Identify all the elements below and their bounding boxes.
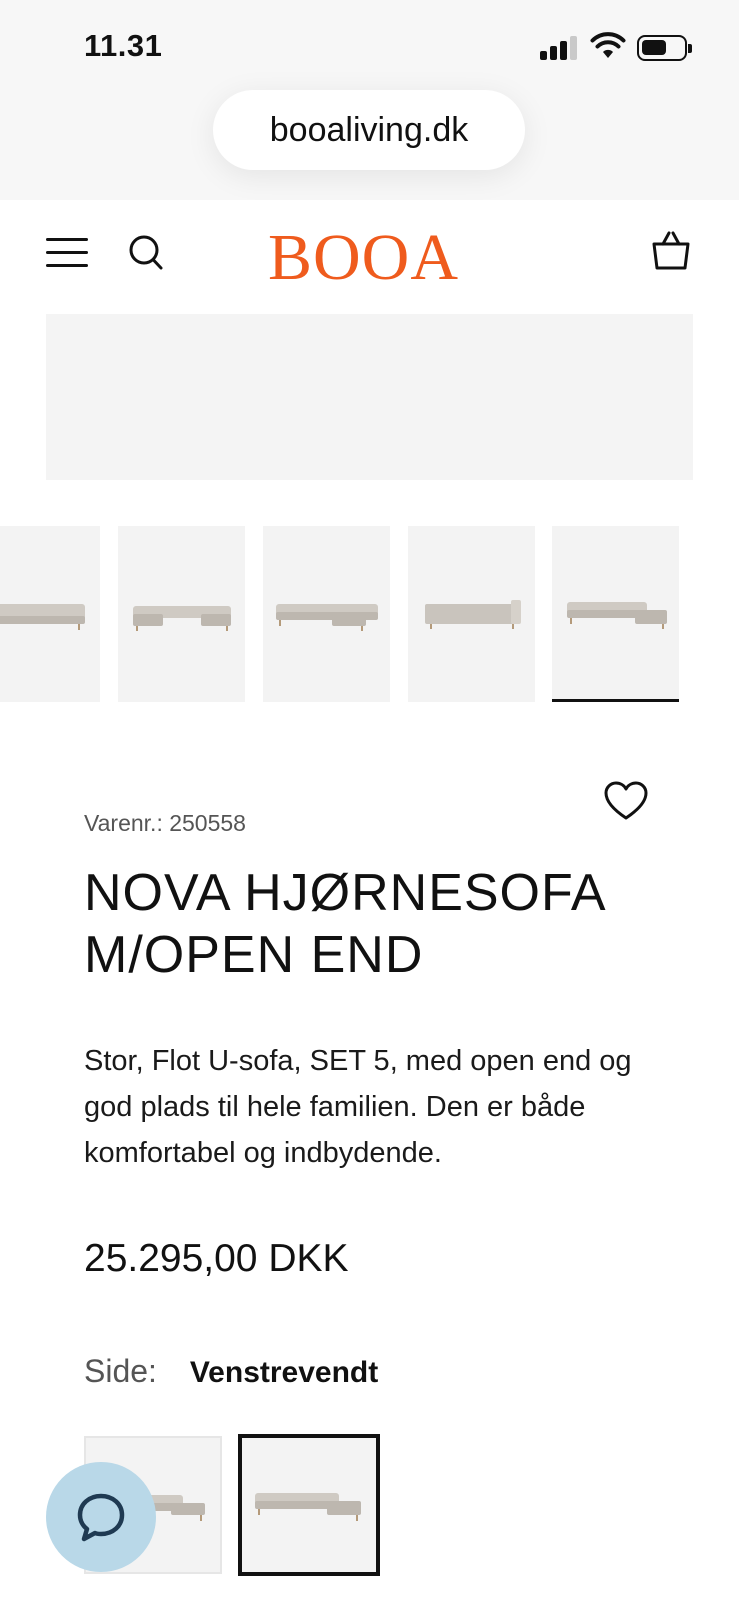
thumbnail-strip bbox=[0, 526, 739, 704]
side-option-row bbox=[84, 1353, 378, 1390]
chat-bubble-icon bbox=[75, 1491, 127, 1543]
wishlist-heart-icon[interactable] bbox=[603, 780, 649, 822]
side-option-label: Side: bbox=[84, 1353, 157, 1389]
status-bar bbox=[0, 0, 739, 90]
thumbnail-3[interactable] bbox=[263, 526, 390, 702]
sofa-thumbnail-image bbox=[272, 594, 382, 634]
main-product-image[interactable] bbox=[46, 314, 693, 480]
status-time: 11.31 bbox=[84, 28, 163, 63]
thumbnail-5[interactable] bbox=[552, 526, 679, 702]
product-price: 25.295,00 DKK bbox=[84, 1237, 349, 1280]
search-icon[interactable] bbox=[128, 234, 164, 272]
sofa-thumbnail-image bbox=[127, 594, 237, 634]
variant-swatch-2[interactable] bbox=[238, 1434, 380, 1576]
battery-icon bbox=[637, 35, 687, 61]
sofa-variant-image bbox=[249, 1485, 369, 1525]
wifi-icon bbox=[590, 32, 626, 60]
sofa-thumbnail-image bbox=[561, 594, 671, 634]
product-title bbox=[84, 862, 704, 986]
thumbnail-4[interactable] bbox=[408, 526, 535, 702]
thumbnail-1[interactable] bbox=[0, 526, 100, 702]
product-title-line-2: M/OPEN END bbox=[84, 926, 424, 984]
product-description: Stor, Flot U-sofa, SET 5, med open end og god plads til hele familien. Den er både komfortabel og indbydende. bbox=[84, 1045, 632, 1169]
cellular-signal-icon bbox=[540, 36, 578, 60]
product-sku: Varenr.: 250558 bbox=[84, 810, 246, 836]
product-title-line-1: NOVA HJØRNESOFA bbox=[84, 864, 607, 922]
chat-button[interactable] bbox=[46, 1462, 156, 1572]
brand-logo[interactable]: BOOA bbox=[268, 221, 460, 294]
thumbnail-2[interactable] bbox=[118, 526, 245, 702]
sofa-thumbnail-image bbox=[417, 594, 527, 634]
browser-url-area bbox=[0, 90, 739, 200]
menu-icon[interactable] bbox=[46, 238, 88, 268]
sofa-thumbnail-image bbox=[0, 594, 95, 634]
side-option-value: Venstrevendt bbox=[189, 1356, 379, 1389]
site-header bbox=[0, 200, 739, 310]
cart-icon[interactable] bbox=[650, 230, 692, 272]
url-bar[interactable]: booaliving.dk bbox=[213, 90, 525, 170]
